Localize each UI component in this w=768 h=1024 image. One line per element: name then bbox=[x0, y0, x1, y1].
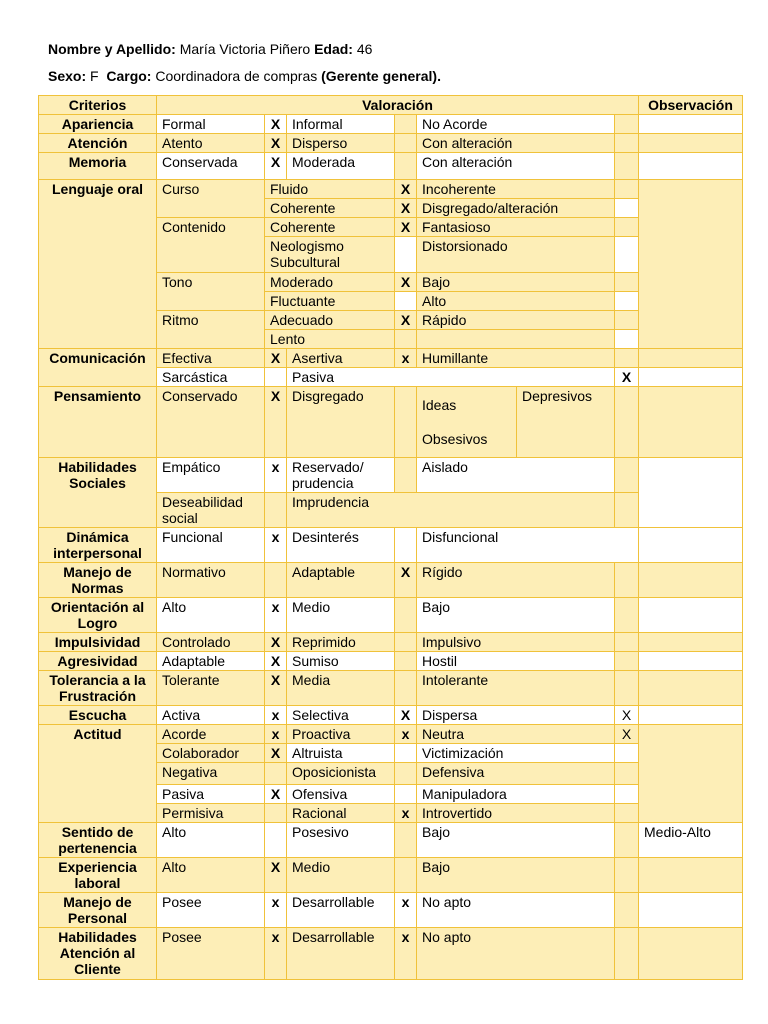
option-cell: Distorsionado bbox=[417, 237, 615, 273]
mark-cell bbox=[395, 292, 417, 311]
option-cell: Controlado bbox=[157, 633, 265, 652]
option-cell: Informal bbox=[287, 115, 395, 134]
mark-cell: x bbox=[395, 725, 417, 744]
mark-cell bbox=[265, 804, 287, 823]
mark-cell bbox=[615, 458, 639, 493]
observation-cell bbox=[639, 387, 743, 458]
age-label: Edad: bbox=[314, 41, 353, 57]
mark-cell bbox=[615, 153, 639, 180]
option-cell: Lento bbox=[265, 330, 395, 349]
mark-cell bbox=[615, 763, 639, 785]
mark-cell: x bbox=[395, 928, 417, 980]
row-lenguaje-curso bbox=[39, 180, 743, 199]
option-cell: Activa bbox=[157, 706, 265, 725]
mark-cell: X bbox=[615, 706, 639, 725]
option-cell bbox=[417, 330, 615, 349]
option-cell: Colaborador bbox=[157, 744, 265, 763]
mark-cell bbox=[395, 652, 417, 671]
option-cell: Incoherente bbox=[417, 180, 615, 199]
observation-cell bbox=[639, 458, 743, 528]
row-logro bbox=[39, 598, 743, 633]
row-personal bbox=[39, 893, 743, 928]
row-escucha bbox=[39, 706, 743, 725]
option-cell: Alto bbox=[417, 292, 615, 311]
sub-criterion: Ritmo bbox=[157, 311, 265, 349]
row-pensamiento bbox=[39, 387, 743, 458]
criterion-label: Sentido de pertenencia bbox=[39, 823, 157, 858]
mark-cell: X bbox=[265, 153, 287, 180]
mark-cell bbox=[615, 330, 639, 349]
mark-cell: x bbox=[265, 528, 287, 563]
mark-cell: X bbox=[615, 725, 639, 744]
option-cell: Proactiva bbox=[287, 725, 395, 744]
mark-cell: X bbox=[265, 115, 287, 134]
option-cell: Tolerante bbox=[157, 671, 265, 706]
mark-cell bbox=[615, 785, 639, 804]
row-pertenencia bbox=[39, 823, 743, 858]
mark-cell bbox=[265, 563, 287, 598]
option-cell: Formal bbox=[157, 115, 265, 134]
option-cell: Manipuladora bbox=[417, 785, 615, 804]
mark-cell bbox=[265, 368, 287, 387]
criterion-label: Actitud bbox=[39, 725, 157, 823]
mark-cell bbox=[395, 458, 417, 493]
mark-cell bbox=[395, 153, 417, 180]
mark-cell bbox=[265, 823, 287, 858]
option-cell: Desinterés bbox=[287, 528, 395, 563]
option-cell: Coherente bbox=[265, 218, 395, 237]
mark-cell bbox=[615, 199, 639, 218]
criterion-label: Tolerancia a la Frustración bbox=[39, 671, 157, 706]
observation-cell bbox=[639, 725, 743, 823]
role-value: Coordinadora de compras bbox=[155, 68, 318, 84]
mark-cell bbox=[395, 330, 417, 349]
mark-cell bbox=[615, 218, 639, 237]
option-cell: Normativo bbox=[157, 563, 265, 598]
mark-cell: x bbox=[265, 725, 287, 744]
mark-cell: X bbox=[265, 858, 287, 893]
mark-cell bbox=[615, 115, 639, 134]
row-experiencia bbox=[39, 858, 743, 893]
option-cell: Posee bbox=[157, 893, 265, 928]
mark-cell: x bbox=[395, 893, 417, 928]
mark-cell bbox=[395, 237, 417, 273]
mark-cell bbox=[615, 237, 639, 273]
option-cell: Permisiva bbox=[157, 804, 265, 823]
row-actitud-1 bbox=[39, 725, 743, 744]
row-memoria bbox=[39, 153, 743, 180]
sub-criterion: Contenido bbox=[157, 218, 265, 273]
option-cell: Posee bbox=[157, 928, 265, 980]
option-cell: Negativa bbox=[157, 763, 265, 785]
mark-cell bbox=[615, 273, 639, 292]
option-cell: Adaptable bbox=[157, 652, 265, 671]
row-dinamica bbox=[39, 528, 743, 563]
row-comunicacion-1 bbox=[39, 349, 743, 368]
table-header-row bbox=[39, 96, 743, 115]
mark-cell bbox=[265, 763, 287, 785]
option-cell: Ofensiva bbox=[287, 785, 395, 804]
criterion-label: Comunicación bbox=[39, 349, 157, 387]
mark-cell: X bbox=[265, 785, 287, 804]
option-cell: Pasiva bbox=[157, 785, 265, 804]
mark-cell bbox=[615, 134, 639, 153]
sub-criterion: Tono bbox=[157, 273, 265, 311]
option-cell: Victimización bbox=[417, 744, 615, 763]
option-cell: Imprudencia bbox=[287, 493, 615, 528]
option-cell: Altruista bbox=[287, 744, 395, 763]
mark-cell: x bbox=[395, 804, 417, 823]
option-cell: Ideas Obsesivos bbox=[417, 387, 517, 458]
mark-cell bbox=[615, 671, 639, 706]
mark-cell: X bbox=[265, 652, 287, 671]
option-cell: Humillante bbox=[417, 349, 615, 368]
mark-cell: x bbox=[265, 598, 287, 633]
option-cell: Alto bbox=[157, 598, 265, 633]
option-cell: Desarrollable bbox=[287, 893, 395, 928]
option-cell: Disgregado/alteración bbox=[417, 199, 615, 218]
option-cell: Fluido bbox=[265, 180, 395, 199]
option-cell: Reservado/ prudencia bbox=[287, 458, 395, 493]
option-cell: Conservado bbox=[157, 387, 265, 458]
criterion-label: Atención bbox=[39, 134, 157, 153]
option-cell: Desarrollable bbox=[287, 928, 395, 980]
observation-cell bbox=[639, 349, 743, 368]
row-frustracion bbox=[39, 671, 743, 706]
option-cell: Oposicionista bbox=[287, 763, 395, 785]
mark-cell bbox=[615, 493, 639, 528]
option-cell: Neologismo Subcultural bbox=[265, 237, 395, 273]
mark-cell: X bbox=[395, 199, 417, 218]
mark-cell bbox=[395, 387, 417, 458]
option-cell: Sumiso bbox=[287, 652, 395, 671]
mark-cell: X bbox=[265, 633, 287, 652]
mark-cell: X bbox=[265, 387, 287, 458]
option-cell: Funcional bbox=[157, 528, 265, 563]
option-cell: Fantasioso bbox=[417, 218, 615, 237]
mark-cell bbox=[615, 633, 639, 652]
mark-cell bbox=[615, 598, 639, 633]
mark-cell: X bbox=[265, 349, 287, 368]
mark-cell: X bbox=[395, 180, 417, 199]
mark-cell: X bbox=[395, 563, 417, 598]
criterion-label: Memoria bbox=[39, 153, 157, 180]
mark-cell: x bbox=[265, 458, 287, 493]
criterion-label: Impulsividad bbox=[39, 633, 157, 652]
option-cell: Depresivos bbox=[517, 387, 615, 458]
mark-cell: x bbox=[395, 349, 417, 368]
age-value: 46 bbox=[356, 41, 373, 57]
mark-cell bbox=[615, 823, 639, 858]
criterion-label: Apariencia bbox=[39, 115, 157, 134]
mark-cell: x bbox=[265, 893, 287, 928]
row-atencion bbox=[39, 134, 743, 153]
option-cell: Moderado bbox=[265, 273, 395, 292]
mark-cell: X bbox=[265, 134, 287, 153]
option-cell: Sarcástica bbox=[157, 368, 265, 387]
option-cell: Aislado bbox=[417, 458, 615, 493]
mark-cell bbox=[615, 180, 639, 199]
option-cell: Bajo bbox=[417, 823, 615, 858]
criterion-label: Agresividad bbox=[39, 652, 157, 671]
criterion-label: Habilidades Atención al Cliente bbox=[39, 928, 157, 980]
option-cell: Reprimido bbox=[287, 633, 395, 652]
mark-cell bbox=[395, 858, 417, 893]
name-label: Nombre y Apellido: bbox=[48, 41, 176, 57]
criterion-label: Manejo de Personal bbox=[39, 893, 157, 928]
criterion-label: Dinámica interpersonal bbox=[39, 528, 157, 563]
option-cell: Selectiva bbox=[287, 706, 395, 725]
evaluation-table bbox=[38, 95, 743, 980]
mark-cell bbox=[395, 671, 417, 706]
mark-cell bbox=[395, 528, 417, 563]
option-cell: Efectiva bbox=[157, 349, 265, 368]
option-cell: Media bbox=[287, 671, 395, 706]
col-valoracion: Valoración bbox=[157, 96, 639, 115]
observation-cell bbox=[639, 858, 743, 893]
row-habilidades-sociales-1 bbox=[39, 458, 743, 493]
observation-cell bbox=[639, 671, 743, 706]
option-cell: Disfuncional bbox=[417, 528, 639, 563]
observation-cell bbox=[639, 134, 743, 153]
mark-cell bbox=[615, 311, 639, 330]
option-cell: Neutra bbox=[417, 725, 615, 744]
option-cell: Moderada bbox=[287, 153, 395, 180]
mark-cell bbox=[615, 563, 639, 598]
option-cell: Intolerante bbox=[417, 671, 615, 706]
col-criterios: Criterios bbox=[39, 96, 157, 115]
observation-cell bbox=[639, 115, 743, 134]
name-value: María Victoria Piñero bbox=[179, 41, 311, 57]
option-cell: Fluctuante bbox=[265, 292, 395, 311]
criterion-label: Pensamiento bbox=[39, 387, 157, 458]
observation-cell bbox=[639, 368, 743, 387]
role-note: (Gerente general). bbox=[321, 68, 441, 84]
option-cell: Impulsivo bbox=[417, 633, 615, 652]
observation-cell bbox=[639, 706, 743, 725]
option-cell: Disgregado bbox=[287, 387, 395, 458]
observation-cell: Medio-Alto bbox=[639, 823, 743, 858]
mark-cell bbox=[615, 928, 639, 980]
col-observacion: Observación bbox=[639, 96, 743, 115]
sex-label: Sexo: bbox=[48, 68, 87, 84]
option-cell: Rígido bbox=[417, 563, 615, 598]
mark-cell bbox=[615, 349, 639, 368]
criterion-label: Manejo de Normas bbox=[39, 563, 157, 598]
mark-cell bbox=[615, 387, 639, 458]
option-cell: Racional bbox=[287, 804, 395, 823]
sub-criterion: Curso bbox=[157, 180, 265, 218]
option-cell: Hostil bbox=[417, 652, 615, 671]
observation-cell bbox=[639, 633, 743, 652]
criterion-label: Escucha bbox=[39, 706, 157, 725]
option-cell: Con alteración bbox=[417, 134, 615, 153]
mark-cell bbox=[615, 804, 639, 823]
option-cell: Posesivo bbox=[287, 823, 395, 858]
observation-cell bbox=[639, 893, 743, 928]
mark-cell bbox=[395, 785, 417, 804]
observation-cell bbox=[639, 153, 743, 180]
mark-cell bbox=[265, 493, 287, 528]
option-cell: Medio bbox=[287, 858, 395, 893]
option-cell: Conservada bbox=[157, 153, 265, 180]
option-cell: Medio bbox=[287, 598, 395, 633]
row-apariencia bbox=[39, 115, 743, 134]
option-cell: Deseabilidad social bbox=[157, 493, 265, 528]
observation-cell bbox=[639, 528, 743, 563]
criterion-label: Lenguaje oral bbox=[39, 180, 157, 349]
observation-cell bbox=[639, 563, 743, 598]
option-cell: Asertiva bbox=[287, 349, 395, 368]
option-cell: Defensiva bbox=[417, 763, 615, 785]
option-cell: Alto bbox=[157, 823, 265, 858]
criterion-label: Experiencia laboral bbox=[39, 858, 157, 893]
option-cell: No apto bbox=[417, 893, 615, 928]
mark-cell: X bbox=[395, 273, 417, 292]
option-cell: Coherente bbox=[265, 199, 395, 218]
option-cell: Acorde bbox=[157, 725, 265, 744]
option-cell: Adecuado bbox=[265, 311, 395, 330]
role-label: Cargo: bbox=[106, 68, 152, 84]
observation-cell bbox=[639, 652, 743, 671]
mark-cell: x bbox=[265, 706, 287, 725]
criterion-label: Habilidades Sociales bbox=[39, 458, 157, 528]
option-cell: Atento bbox=[157, 134, 265, 153]
mark-cell: X bbox=[615, 368, 639, 387]
mark-cell bbox=[395, 115, 417, 134]
row-normas bbox=[39, 563, 743, 598]
option-cell: Dispersa bbox=[417, 706, 615, 725]
mark-cell: x bbox=[265, 928, 287, 980]
option-cell: Empático bbox=[157, 458, 265, 493]
mark-cell bbox=[615, 893, 639, 928]
observation-cell bbox=[639, 598, 743, 633]
header-role-line bbox=[48, 68, 441, 84]
mark-cell bbox=[395, 633, 417, 652]
mark-cell bbox=[395, 823, 417, 858]
mark-cell: X bbox=[395, 311, 417, 330]
option-cell: Adaptable bbox=[287, 563, 395, 598]
mark-cell bbox=[395, 598, 417, 633]
mark-cell bbox=[615, 744, 639, 763]
option-cell: Bajo bbox=[417, 598, 615, 633]
mark-cell bbox=[395, 134, 417, 153]
row-cliente bbox=[39, 928, 743, 980]
observation-cell bbox=[639, 928, 743, 980]
option-cell: Rápido bbox=[417, 311, 615, 330]
option-cell: Bajo bbox=[417, 858, 615, 893]
mark-cell: X bbox=[395, 706, 417, 725]
mark-cell: X bbox=[265, 671, 287, 706]
mark-cell bbox=[615, 858, 639, 893]
option-cell: Introvertido bbox=[417, 804, 615, 823]
mark-cell bbox=[615, 292, 639, 311]
option-cell: Bajo bbox=[417, 273, 615, 292]
option-cell: Con alteración bbox=[417, 153, 615, 180]
option-cell: No Acorde bbox=[417, 115, 615, 134]
mark-cell: X bbox=[395, 218, 417, 237]
mark-cell bbox=[615, 652, 639, 671]
mark-cell bbox=[395, 744, 417, 763]
observation-cell bbox=[639, 180, 743, 349]
option-cell: Alto bbox=[157, 858, 265, 893]
row-impulsividad bbox=[39, 633, 743, 652]
row-agresividad bbox=[39, 652, 743, 671]
option-cell: No apto bbox=[417, 928, 615, 980]
mark-cell bbox=[395, 763, 417, 785]
sex-value: F bbox=[90, 68, 99, 84]
option-cell: Pasiva bbox=[287, 368, 615, 387]
criterion-label: Orientación al Logro bbox=[39, 598, 157, 633]
mark-cell: X bbox=[265, 744, 287, 763]
option-cell: Disperso bbox=[287, 134, 395, 153]
header-name-line bbox=[48, 41, 372, 57]
